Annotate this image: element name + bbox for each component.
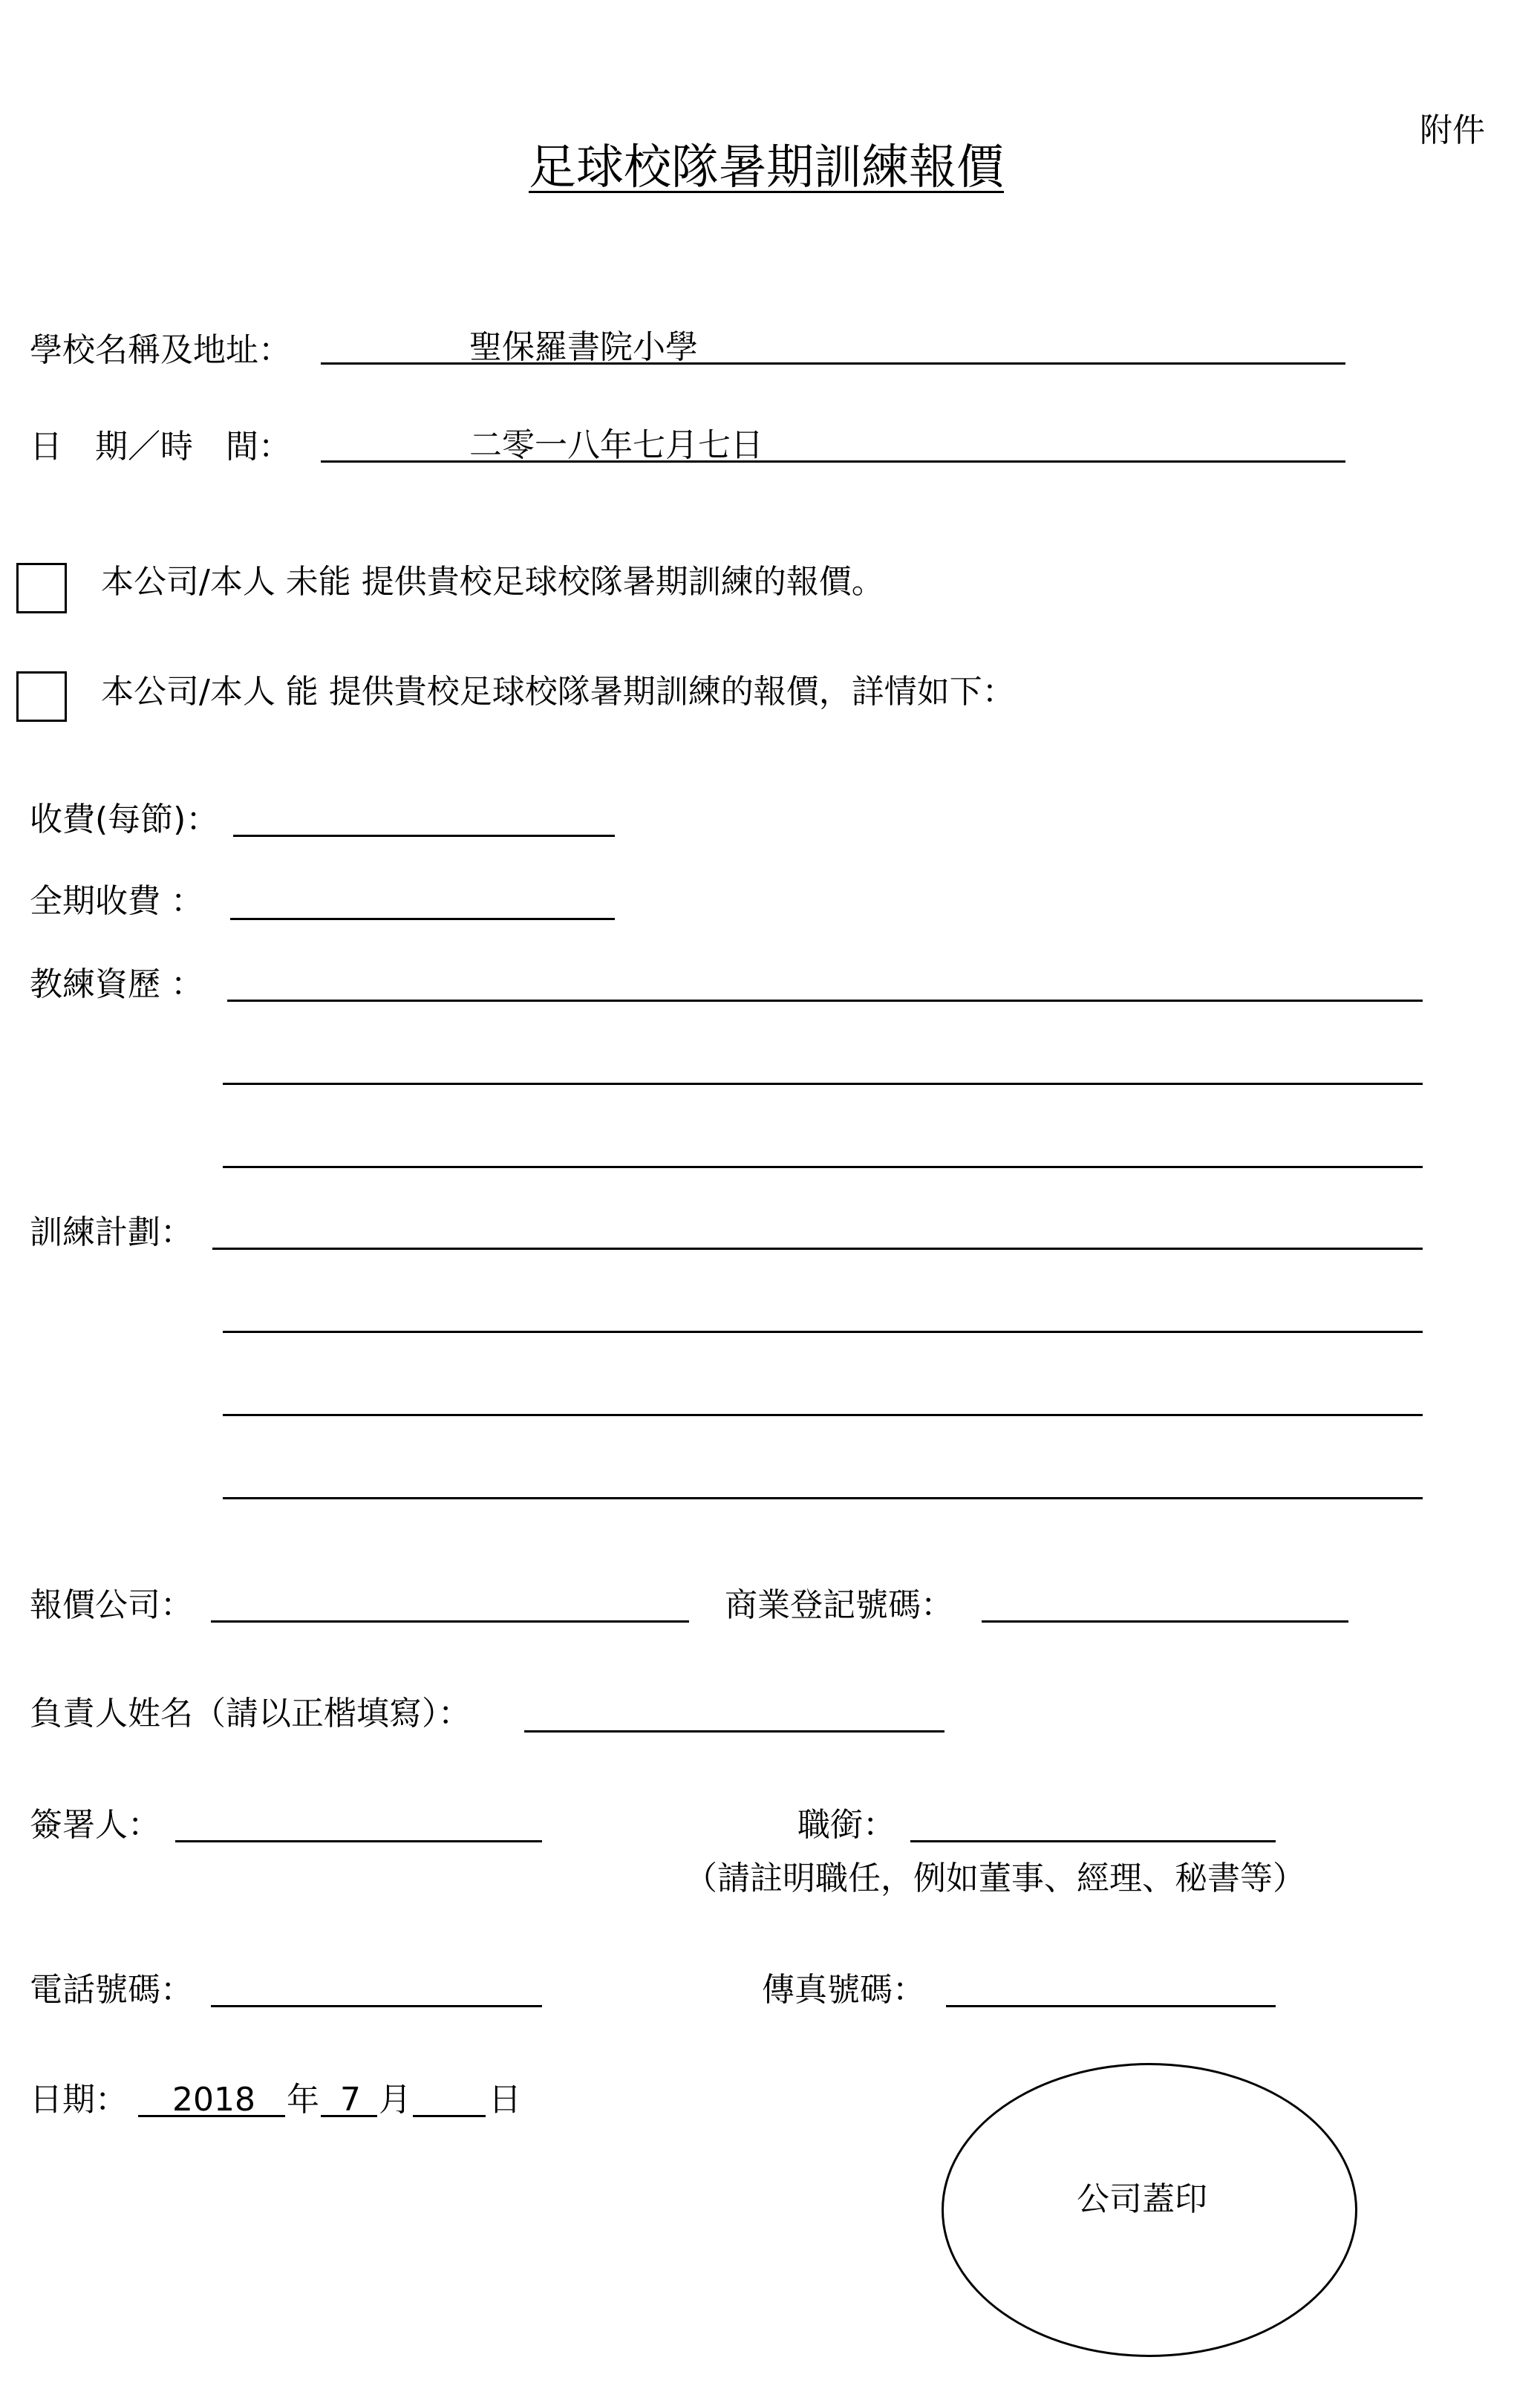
training-plan-line-3[interactable] (223, 1414, 1423, 1416)
company-seal-label: 公司蓋印 (1077, 2180, 1207, 2218)
page-title: 足球校隊暑期訓練報價 (529, 140, 1004, 195)
fax-label: 傳真號碼： (762, 1971, 925, 2009)
phone-label: 電話號碼： (30, 1971, 193, 2009)
person-in-charge-field[interactable] (524, 1730, 944, 1733)
full-fee-field[interactable] (230, 918, 615, 920)
position-field[interactable] (910, 1840, 1276, 1842)
date-year-unit: 年 (287, 2081, 319, 2119)
training-plan-label: 訓練計劃： (30, 1213, 193, 1251)
training-plan-line-2[interactable] (223, 1331, 1423, 1333)
coach-qualification-line-3[interactable] (223, 1166, 1423, 1168)
date-day-field[interactable] (413, 2115, 486, 2117)
datetime-value[interactable]: 二零一八年七月七日 (469, 426, 763, 464)
position-note: （請註明職任，例如董事、經理、秘書等） (685, 1859, 1305, 1897)
person-in-charge-label: 負責人姓名（請以正楷填寫）： (30, 1695, 471, 1733)
school-label: 學校名稱及地址： (30, 331, 291, 369)
coach-qualification-line-2[interactable] (223, 1083, 1423, 1085)
fax-field[interactable] (946, 2005, 1276, 2007)
date-label: 日期： (30, 2081, 128, 2119)
business-reg-field[interactable] (982, 1620, 1348, 1623)
fee-per-session-field[interactable] (233, 835, 615, 837)
attachment-label: 附件 (1420, 111, 1485, 149)
can-quote-text: 本公司/本人 能 提供貴校足球校隊暑期訓練的報價，詳情如下： (101, 673, 1015, 711)
school-value[interactable]: 聖保羅書院小學 (469, 328, 698, 366)
can-quote-checkbox[interactable] (16, 671, 67, 722)
position-label: 職銜： (797, 1806, 895, 1844)
fee-per-session-label: 收費(每節)： (30, 801, 219, 838)
date-month-value[interactable]: 7 (340, 2081, 361, 2119)
coach-qualification-line-1[interactable] (227, 1000, 1423, 1002)
signatory-label: 簽署人： (30, 1806, 160, 1844)
cannot-quote-checkbox[interactable] (16, 563, 67, 613)
date-month-unit: 月 (379, 2081, 411, 2119)
business-reg-label: 商業登記號碼： (725, 1586, 953, 1624)
training-plan-line-4[interactable] (223, 1497, 1423, 1499)
date-day-unit: 日 (489, 2081, 521, 2119)
coach-qualification-label: 教練資歷 ： (30, 965, 203, 1003)
training-plan-line-1[interactable] (212, 1248, 1423, 1250)
phone-field[interactable] (211, 2005, 542, 2007)
signatory-field[interactable] (175, 1840, 542, 1842)
quoting-company-field[interactable] (211, 1620, 689, 1623)
quoting-company-label: 報價公司： (30, 1586, 193, 1624)
cannot-quote-text: 本公司/本人 未能 提供貴校足球校隊暑期訓練的報價。 (101, 563, 884, 601)
datetime-label: 日 期／時 間： (30, 428, 291, 466)
date-year-value[interactable]: 2018 (172, 2081, 255, 2119)
full-fee-label: 全期收費 ： (30, 882, 203, 920)
